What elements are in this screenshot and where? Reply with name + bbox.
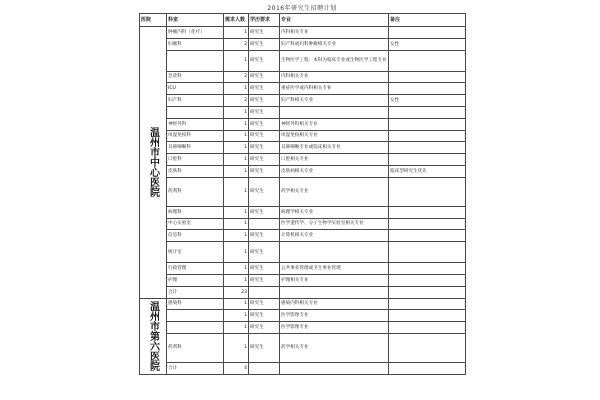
cell-note [389, 263, 466, 275]
cell-department: 风湿免疫科 [167, 130, 224, 142]
cell-department: 肿瘤内科（化疗） [167, 27, 224, 39]
table-row [140, 362, 466, 374]
cell-major: 内科相关专业 [280, 27, 389, 39]
cell-note [389, 177, 466, 206]
cell-education [249, 218, 280, 230]
cell-note [389, 322, 466, 334]
cell-count: 2 [224, 38, 249, 50]
cell-department: 口腔科 [167, 154, 224, 166]
cell-major: 内科相关专业 [280, 71, 389, 83]
cell-note: 女性 [389, 38, 466, 50]
cell-education: 研究生 [249, 142, 280, 154]
cell-count: 1 [224, 83, 249, 95]
cell-count: 1 [224, 165, 249, 177]
cell-note [389, 154, 466, 166]
cell-count: 1 [224, 274, 249, 286]
table-row [140, 106, 466, 118]
table-row [140, 263, 466, 275]
cell-department: 合计 [167, 362, 224, 374]
cell-education: 研究生 [249, 274, 280, 286]
cell-education: 研究生 [249, 298, 280, 310]
cell-education: 研究生 [249, 263, 280, 275]
cell-count: 1 [224, 177, 249, 206]
cell-major: 生物医学工程：本科为临床专业或生物医学工程专业 [280, 50, 389, 71]
cell-department: 统计室 [167, 242, 224, 263]
cell-education: 研究生 [249, 118, 280, 130]
cell-education: 研究生 [249, 230, 280, 242]
cell-education: 研究生 [249, 333, 280, 362]
table-row [140, 154, 466, 166]
cell-education [249, 362, 280, 374]
cell-note: 女性 [389, 95, 466, 107]
cell-major: 医学遗传学、分子生物学实验室相关专业 [280, 218, 389, 230]
table-row [140, 118, 466, 130]
table-header-row [140, 14, 466, 27]
cell-department: 感染科 [167, 298, 224, 310]
cell-education: 研究生 [249, 206, 280, 218]
table-row [140, 177, 466, 206]
cell-education: 研究生 [249, 242, 280, 263]
cell-education: 研究生 [249, 95, 280, 107]
hospital-name: 温州市第六医院 [140, 298, 167, 374]
cell-count: 1 [224, 106, 249, 118]
cell-count: 1 [224, 333, 249, 362]
document-title: 2016年研究生招聘计划 [267, 5, 337, 12]
cell-note [389, 83, 466, 95]
cell-department: 合计 [167, 286, 224, 298]
cell-department: 信息科 [167, 230, 224, 242]
cell-department: 妇瘤科 [167, 38, 224, 50]
cell-note [389, 333, 466, 362]
cell-major: 医学影像专业 [280, 322, 389, 334]
cell-count: 2 [224, 95, 249, 107]
table-row [140, 50, 466, 71]
cell-note [389, 286, 466, 298]
cell-major: 口腔相关专业 [280, 154, 389, 166]
cell-count: 1 [224, 118, 249, 130]
document-sheet [139, 4, 465, 398]
cell-note [389, 230, 466, 242]
cell-department: 妇产科 [167, 95, 224, 107]
cell-major: 药学相关专业 [280, 177, 389, 206]
cell-note [389, 242, 466, 263]
table-row [140, 206, 466, 218]
cell-major [280, 362, 389, 374]
cell-note [389, 106, 466, 118]
cell-education: 研究生 [249, 38, 280, 50]
cell-department: 行政管理 [167, 263, 224, 275]
cell-note [389, 274, 466, 286]
cell-education [249, 286, 280, 298]
header-education: 学历要求 [249, 14, 280, 27]
header-department: 科室 [167, 14, 224, 27]
cell-note [389, 50, 466, 71]
cell-education: 研究生 [249, 165, 280, 177]
cell-note [389, 362, 466, 374]
table-row [140, 310, 466, 322]
cell-education: 研究生 [249, 50, 280, 71]
cell-major: 妇产科或妇科肿瘤相关专业 [280, 38, 389, 50]
hospital-name: 温州市中心医院 [140, 27, 167, 299]
cell-major: 计算机相关专业 [280, 230, 389, 242]
cell-major: 风湿免疫相关专业 [280, 130, 389, 142]
cell-major: 药学相关专业 [280, 333, 389, 362]
cell-major: 皮肤病相关专业 [280, 165, 389, 177]
header-note: 备注 [389, 14, 466, 27]
table-row [140, 83, 466, 95]
cell-note [389, 71, 466, 83]
cell-department [167, 50, 224, 71]
cell-note [389, 118, 466, 130]
cell-education: 研究生 [249, 83, 280, 95]
cell-major: 重症医学或内科相关专业 [280, 83, 389, 95]
cell-count: 1 [224, 130, 249, 142]
table-row [140, 298, 466, 310]
cell-major: 耳鼻咽喉专业或临床相关专业 [280, 142, 389, 154]
cell-education: 研究生 [249, 71, 280, 83]
cell-department: 护理 [167, 274, 224, 286]
cell-note [389, 27, 466, 39]
cell-education: 研究生 [249, 154, 280, 166]
table-row [140, 95, 466, 107]
cell-major [280, 242, 389, 263]
cell-note [389, 206, 466, 218]
cell-note [389, 298, 466, 310]
cell-count: 1 [224, 50, 249, 71]
cell-count: 1 [224, 154, 249, 166]
cell-major: 神经外科相关专业 [280, 118, 389, 130]
table-row [140, 218, 466, 230]
cell-major: 病理学相关专业 [280, 206, 389, 218]
header-major: 专业 [280, 14, 389, 27]
cell-count: 1 [224, 322, 249, 334]
cell-count: 1 [224, 218, 249, 230]
table-row [140, 38, 466, 50]
cell-note [389, 130, 466, 142]
cell-note [389, 142, 466, 154]
cell-department [167, 322, 224, 334]
cell-department: ICU [167, 83, 224, 95]
cell-major: 妇产科相关专业 [280, 95, 389, 107]
cell-education: 研究生 [249, 322, 280, 334]
cell-education: 研究生 [249, 130, 280, 142]
cell-major: 公共事业管理或卫生事业管理 [280, 263, 389, 275]
cell-department: 神经外科 [167, 118, 224, 130]
cell-major: 感染内科相关专业 [280, 298, 389, 310]
cell-department: 耳鼻咽喉科 [167, 142, 224, 154]
cell-count: 1 [224, 230, 249, 242]
cell-count: 1 [224, 27, 249, 39]
cell-major [280, 106, 389, 118]
cell-department: 药剂科 [167, 333, 224, 362]
cell-count: 2 [224, 71, 249, 83]
cell-department [167, 310, 224, 322]
cell-department: 皮肤科 [167, 165, 224, 177]
table-row [140, 27, 466, 39]
cell-education: 研究生 [249, 27, 280, 39]
cell-count: 1 [224, 242, 249, 263]
cell-count: 1 [224, 263, 249, 275]
cell-major: 护理相关专业 [280, 274, 389, 286]
cell-count: 23 [224, 286, 249, 298]
cell-department: 中心实验室 [167, 218, 224, 230]
cell-major: 医学影像专业 [280, 310, 389, 322]
cell-department: 病理科 [167, 206, 224, 218]
cell-count: 4 [224, 362, 249, 374]
cell-note: 临床型研究生优先 [389, 165, 466, 177]
cell-education: 研究生 [249, 106, 280, 118]
cell-count: 1 [224, 298, 249, 310]
table-row [140, 322, 466, 334]
cell-department: 急诊科 [167, 71, 224, 83]
cell-education: 研究生 [249, 310, 280, 322]
cell-count: 1 [224, 206, 249, 218]
recruitment-table [139, 13, 466, 375]
table-row [140, 165, 466, 177]
table-row [140, 71, 466, 83]
header-count: 需求人数 [224, 14, 249, 27]
cell-count: 1 [224, 310, 249, 322]
table-row [140, 142, 466, 154]
header-hospital: 医院 [140, 14, 167, 27]
table-row [140, 230, 466, 242]
table-row [140, 130, 466, 142]
table-row [140, 333, 466, 362]
cell-department [167, 106, 224, 118]
cell-note [389, 310, 466, 322]
table-row [140, 242, 466, 263]
cell-education: 研究生 [249, 177, 280, 206]
table-row [140, 274, 466, 286]
cell-department: 药剂科 [167, 177, 224, 206]
cell-count: 1 [224, 142, 249, 154]
cell-major [280, 286, 389, 298]
table-row [140, 286, 466, 298]
cell-note [389, 218, 466, 230]
